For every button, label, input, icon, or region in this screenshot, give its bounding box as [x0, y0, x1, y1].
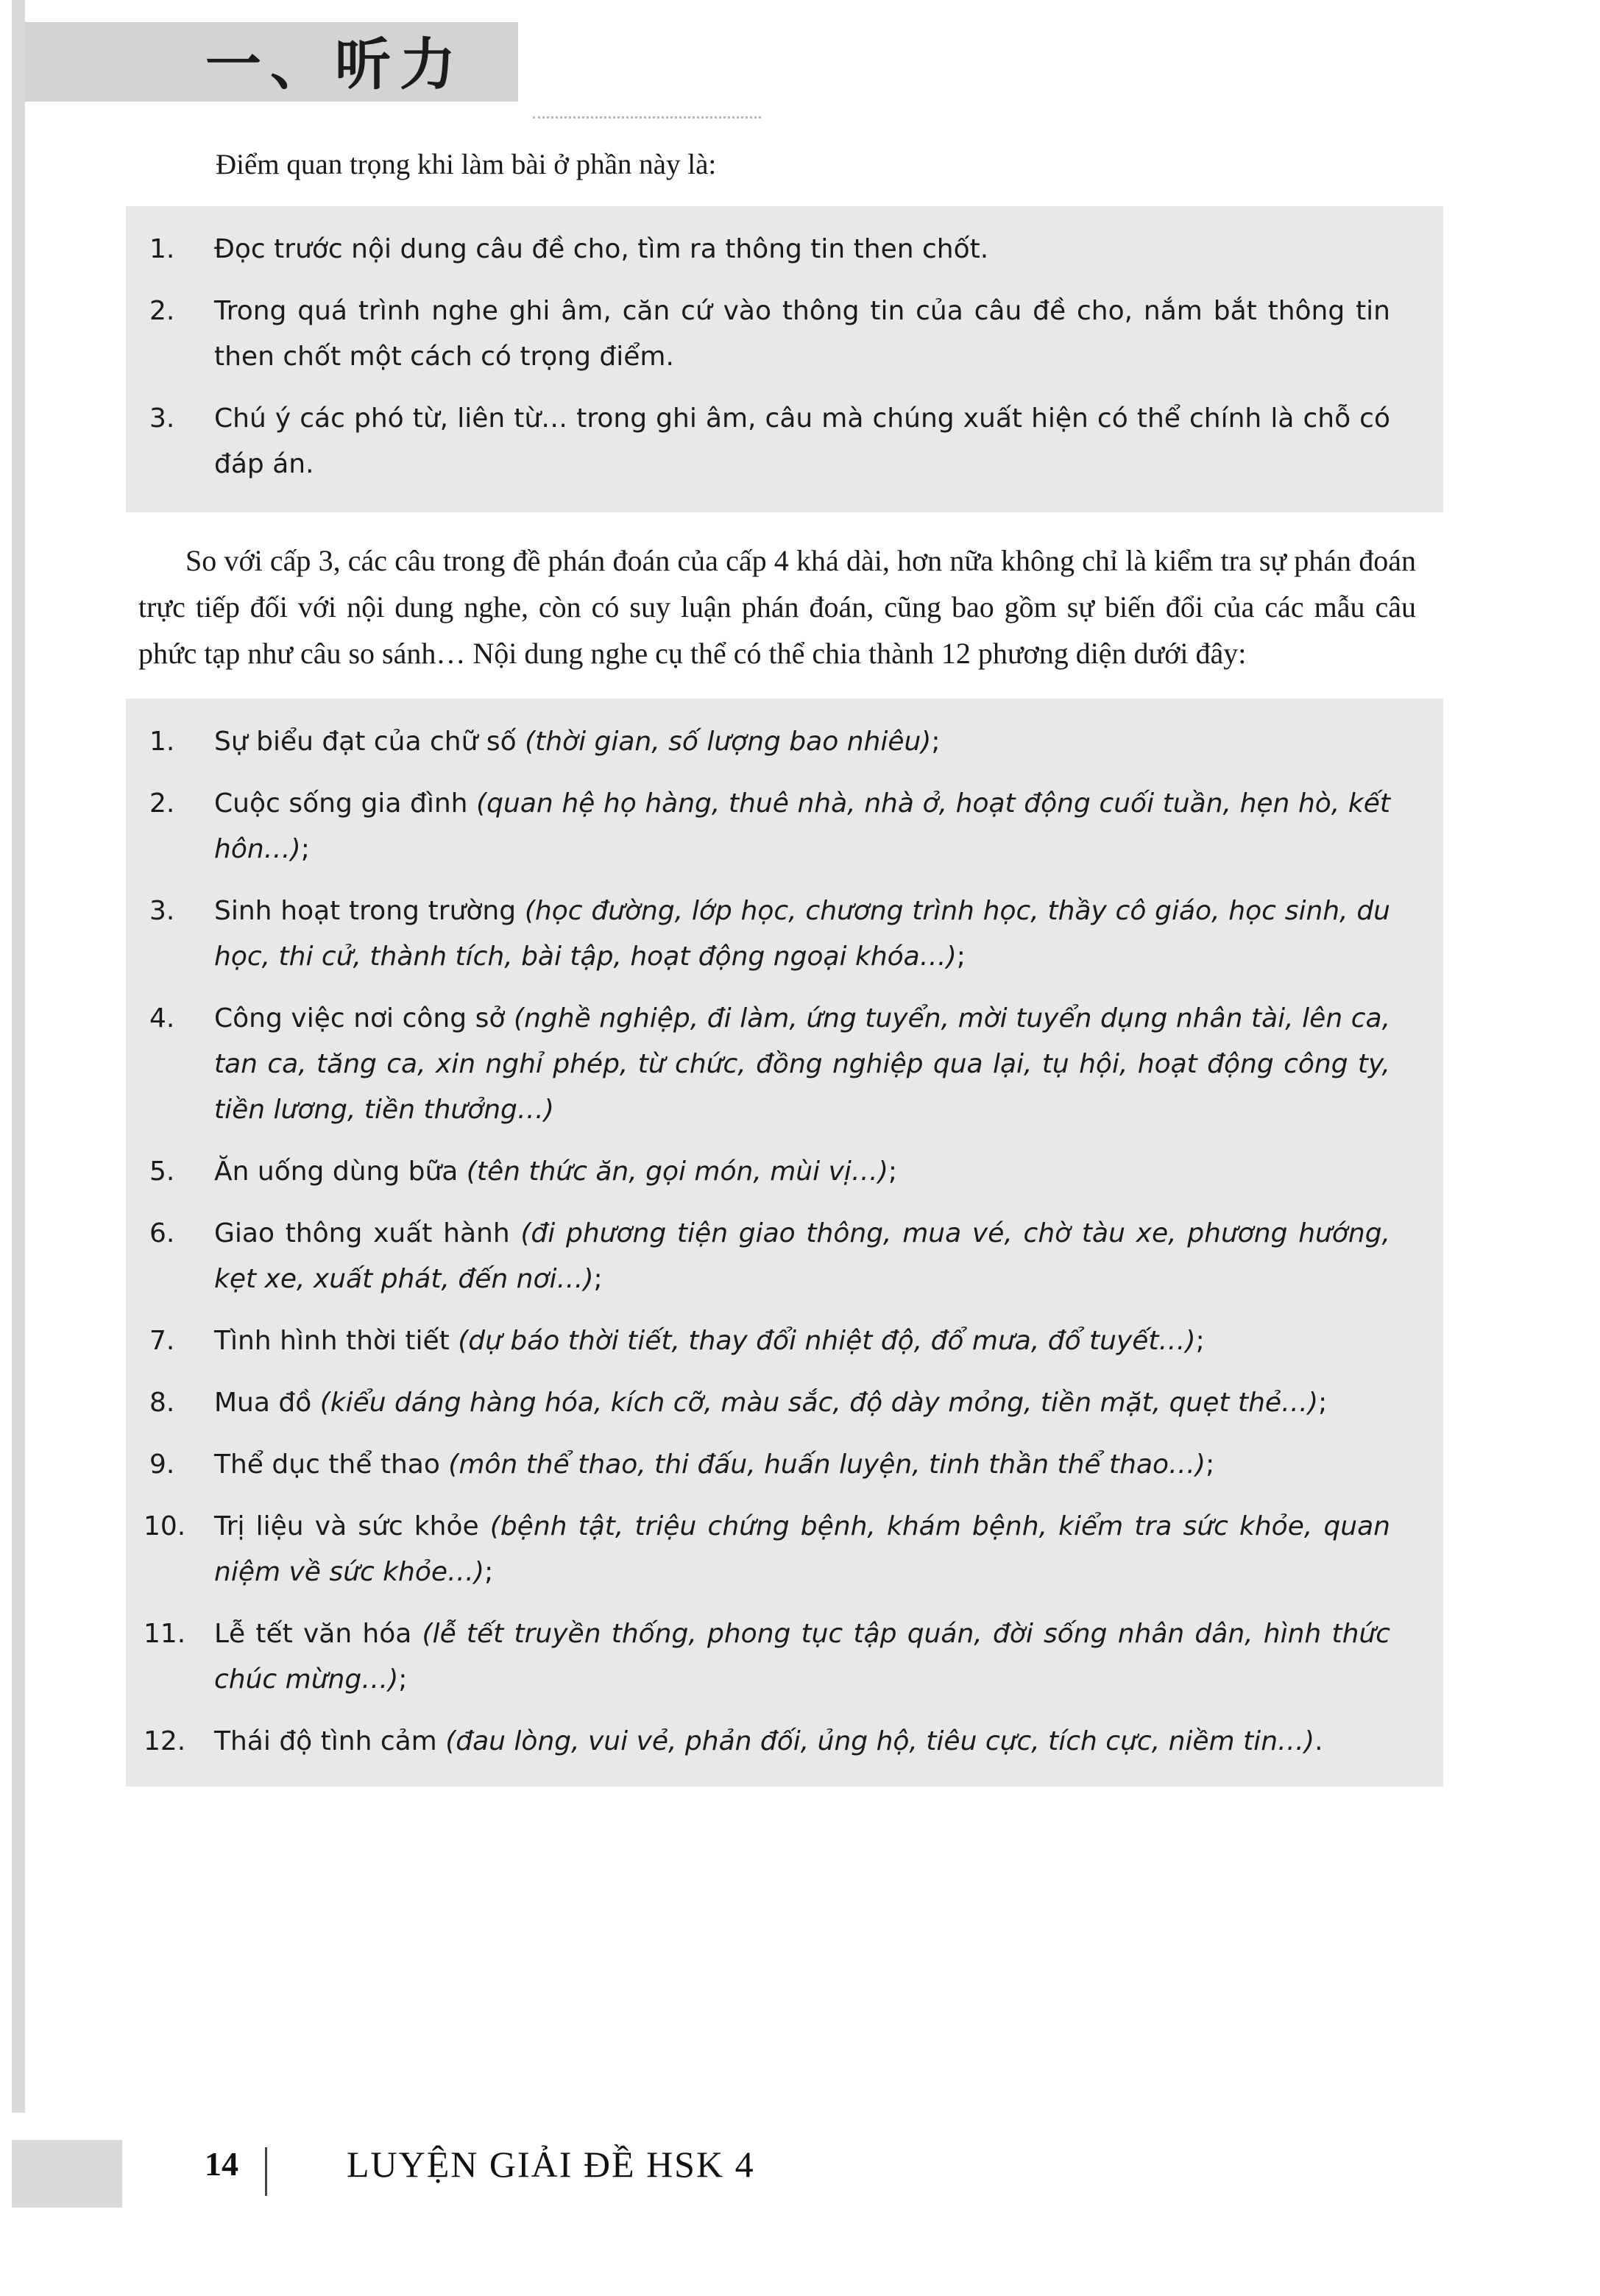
- intro-line: Điểm quan trọng khi làm bài ở phần này là:: [216, 149, 717, 180]
- list-item: [144, 1318, 1390, 1364]
- list-item-lead: Công việc nơi công sở: [214, 1003, 514, 1034]
- list-item-tail: ;: [484, 1557, 494, 1587]
- list-item-text: Chú ý các phó từ, liên từ… trong ghi âm, câu mà chúng xuất hiện có thể chính là chỗ có đáp án.: [214, 403, 1390, 479]
- list-item-number: 5.: [149, 1156, 175, 1187]
- left-margin-rule: [12, 0, 25, 2113]
- list-item-number: 12.: [144, 1726, 186, 1756]
- list-item: [144, 889, 1390, 980]
- list-item-text: Đọc trước nội dung câu đề cho, tìm ra thông tin then chốt.: [214, 234, 989, 264]
- footer-inner: [122, 2140, 1588, 2208]
- list-item-lead: Cuộc sống gia đình: [214, 788, 477, 819]
- list-item-number: 9.: [149, 1449, 175, 1480]
- page-title: 一、听力: [205, 32, 464, 97]
- list-item-lead: Tình hình thời tiết: [214, 1326, 459, 1356]
- list-item-number: 3.: [149, 896, 175, 926]
- list-item-tail: ;: [593, 1264, 603, 1294]
- list-item-tail: ;: [1195, 1326, 1205, 1356]
- topics-block: [126, 699, 1443, 1787]
- list-item: [144, 1719, 1390, 1765]
- list-item: [144, 396, 1390, 487]
- list-item-paren: (đi phương tiện giao thông, mua vé, chờ tàu xe, phương hướng, kẹt xe, xuất phát, đến nơi…): [214, 1218, 1390, 1294]
- list-item-paren: (đau lòng, vui vẻ, phản đối, ủng hộ, tiêu cực, tích cực, niềm tin…): [445, 1726, 1315, 1756]
- page-number: 14: [205, 2145, 238, 2183]
- list-item-lead: Ăn uống dùng bữa: [214, 1156, 467, 1187]
- page-content: [138, 144, 1434, 1787]
- list-item: [144, 781, 1390, 872]
- tips-block: [126, 206, 1443, 512]
- list-item-text: Trong quá trình nghe ghi âm, căn cứ vào thông tin của câu đề cho, nắm bắt thông tin then chốt một cách có trọng điểm.: [214, 296, 1390, 372]
- list-item-lead: Mua đồ: [214, 1388, 320, 1418]
- list-item-tail: ;: [931, 727, 941, 757]
- list-item-lead: Thể dục thể thao: [214, 1449, 449, 1480]
- book-title: LUYỆN GIẢI ĐỀ HSK 4: [347, 2144, 755, 2185]
- list-item: [144, 1211, 1390, 1302]
- list-item-paren: (môn thể thao, thi đấu, huấn luyện, tinh thần thể thao…): [448, 1449, 1206, 1480]
- list-item-lead: Trị liệu và sức khỏe: [214, 1511, 490, 1541]
- list-item-number: 10.: [144, 1511, 186, 1541]
- list-item-tail: ;: [1206, 1449, 1215, 1480]
- list-item-tail: ;: [1318, 1388, 1328, 1418]
- header-dotted-rule: [533, 116, 761, 119]
- list-item: [144, 1504, 1390, 1595]
- page-header: [25, 22, 1571, 110]
- list-item-number: 3.: [149, 403, 175, 434]
- list-item-paren: (thời gian, số lượng bao nhiêu): [525, 727, 932, 757]
- list-item-number: 1.: [149, 727, 175, 757]
- list-item-tail: ;: [398, 1664, 408, 1695]
- list-item-lead: Sinh hoạt trong trường: [214, 896, 525, 926]
- list-item: [144, 719, 1390, 765]
- list-item-tail: ;: [888, 1156, 898, 1187]
- list-item-number: 2.: [149, 296, 175, 326]
- list-item: [144, 227, 1390, 272]
- list-item-number: 7.: [149, 1326, 175, 1356]
- list-item-paren: (bệnh tật, triệu chứng bệnh, khám bệnh, kiểm tra sức khỏe, quan niệm về sức khỏe…): [214, 1511, 1390, 1587]
- list-item-number: 6.: [149, 1218, 175, 1248]
- list-item-paren: (nghề nghiệp, đi làm, ứng tuyển, mời tuyển dụng nhân tài, lên ca, tan ca, tăng ca, xin nghỉ phép, từ chức, đồng nghiệp qua lại, tụ hội, hoạt động công ty, tiền lương, tiền thưởng…): [214, 1003, 1391, 1125]
- list-item-paren: (học đường, lớp học, chương trình học, thầy cô giáo, học sinh, du học, thi cử, thành tích, bài tập, hoạt động ngoại khóa…): [214, 896, 1390, 972]
- footer-divider: [265, 2147, 267, 2196]
- list-item-tail: .: [1314, 1726, 1323, 1756]
- list-item: [144, 289, 1390, 380]
- list-item-lead: Giao thông xuất hành: [214, 1218, 521, 1248]
- list-item: [144, 1442, 1390, 1488]
- tips-list: [144, 227, 1390, 487]
- topics-list: [144, 719, 1390, 1765]
- list-item-paren: (quan hệ họ hàng, thuê nhà, nhà ở, hoạt động cuối tuần, hẹn hò, kết hôn…): [214, 788, 1390, 864]
- list-item-number: 4.: [149, 1003, 175, 1034]
- list-item-lead: Sự biểu đạt của chữ số: [214, 727, 525, 757]
- list-item-number: 8.: [149, 1388, 175, 1418]
- list-item-number: 1.: [149, 234, 175, 264]
- list-item-paren: (kiểu dáng hàng hóa, kích cỡ, màu sắc, độ dày mỏng, tiền mặt, quẹt thẻ…): [319, 1388, 1319, 1418]
- list-item: [144, 1149, 1390, 1195]
- list-item: [144, 1380, 1390, 1426]
- list-item-lead: Lễ tết văn hóa: [214, 1619, 422, 1649]
- list-item-tail: ;: [956, 942, 966, 972]
- page-footer: [12, 2140, 1588, 2208]
- body-paragraph: So với cấp 3, các câu trong đề phán đoán của cấp 4 khá dài, hơn nữa không chỉ là kiểm tra sự phán đoán trực tiếp đối với nội dung nghe, còn có suy luận phán đoán, cũng bao gồm sự biến đổi của các mẫu câu phức tạp như câu so sánh… Nội dung nghe cụ thể có thể chia thành 12 phương diện dưới đây:: [138, 544, 1416, 670]
- list-item: [144, 1611, 1390, 1703]
- list-item-paren: (lễ tết truyền thống, phong tục tập quán, đời sống nhân dân, hình thức chúc mừng…): [214, 1619, 1390, 1695]
- list-item-paren: (tên thức ăn, gọi món, mùi vị…): [466, 1156, 888, 1187]
- list-item-number: 11.: [144, 1619, 186, 1649]
- list-item: [144, 996, 1390, 1133]
- list-item-tail: ;: [300, 834, 310, 864]
- list-item-number: 2.: [149, 788, 175, 819]
- list-item-paren: (dự báo thời tiết, thay đổi nhiệt độ, đổ mưa, đổ tuyết…): [458, 1326, 1196, 1356]
- list-item-lead: Thái độ tình cảm: [214, 1726, 446, 1756]
